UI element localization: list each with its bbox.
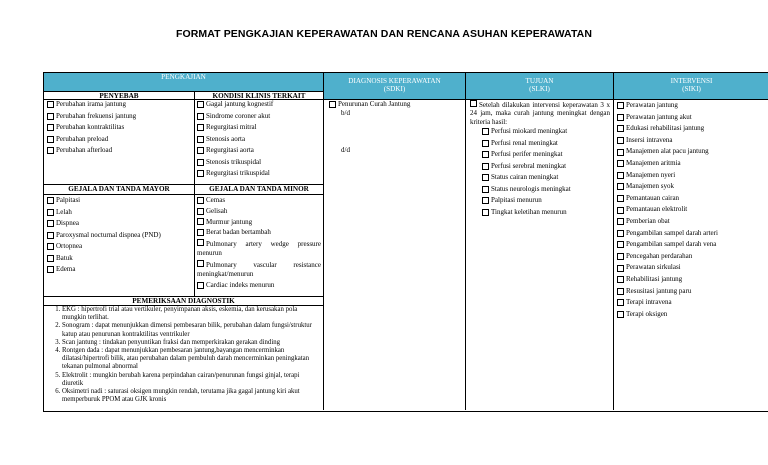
intervensi-item: Pemantauan elektrolit [617,204,767,216]
checkbox-icon[interactable] [47,136,54,143]
gejala-minor-item: Murmur jantung [197,217,321,228]
checkbox-icon[interactable] [617,183,624,190]
checkbox-icon[interactable] [329,101,336,108]
checkbox-icon[interactable] [47,255,54,262]
header-intervensi-sub: (SIKI) [682,85,701,93]
checkbox-icon[interactable] [617,125,624,132]
intervensi-item: Perawatan jantung akut [617,112,767,124]
pemeriksaan-list [44,306,320,404]
checkbox-icon[interactable] [197,147,204,154]
checkbox-icon[interactable] [482,128,489,135]
header-diagnosis [324,73,465,99]
header-pengkajian [44,73,323,91]
header-tujuan-label: TUJUAN [525,77,554,85]
kondisi-item: Regurgitasi mitral [197,122,322,134]
page-title: FORMAT PENGKAJIAN KEPERAWATAN DAN RENCANA ASUHAN KEPERAWATAN [175,28,593,40]
diagnosis-bd: b/d [341,109,350,117]
kondisi-item: Regurgitasi trikuspidal [197,168,322,180]
checkbox-icon[interactable] [197,197,204,204]
tujuan-cell [470,100,610,218]
gejala-minor-list [197,195,321,291]
tujuan-item: Perfusi miokard meningkat [482,126,610,138]
intervensi-item: Pengambilan sampel darah arteri [617,228,767,240]
diagnosis-item: Penurunan Curah Jantung [329,100,461,109]
intervensi-item: Terapi oksigen [617,309,767,321]
diagnosis-dd: d/d [341,146,350,154]
header-intervensi [614,73,768,99]
checkbox-icon[interactable] [47,113,54,120]
kondisi-heading: KONDISI KLINIS TERKAIT [212,92,306,100]
checkbox-icon[interactable] [197,282,204,289]
checkbox-icon[interactable] [617,218,624,225]
checkbox-icon[interactable] [617,265,624,272]
checkbox-icon[interactable] [482,163,489,170]
kondisi-item: Gagal jantung kognestif [197,99,322,111]
gejala-minor-item: Cemas [197,195,321,206]
checkbox-icon[interactable] [47,266,54,273]
checkbox-icon[interactable] [47,232,54,239]
pemeriksaan-item: 1. EKG : hipertrofi trial atau vertikuler, penyimpanan aksis, eskemia, dan kerusakan pola mungkin terlihat. [62,306,320,322]
gejala-minor-item: Cardiac indeks menurun [197,280,321,291]
kondisi-item: Sindrome coroner akut [197,111,322,123]
checkbox-icon[interactable] [617,114,624,121]
intervensi-item: Perawatan sirkulasi [617,262,767,274]
intervensi-item: Pemberian obat [617,216,767,228]
intervensi-item: Terapi intravena [617,297,767,309]
checkbox-icon[interactable] [470,100,477,107]
tujuan-item: Status neurologis meningkat [482,184,610,196]
gejala-minor-item: Pulmonary artery wedge pressure menurun [197,240,321,258]
header-pengkajian-label: PENGKAJIAN [161,73,206,81]
intervensi-item: Edukasi rehabilitasi jantung [617,123,767,135]
gejala-mayor-item: Dispnea [47,218,192,230]
kondisi-list [197,99,322,180]
kondisi-item: Stenosis trikuspidal [197,157,322,169]
gejala-minor-item: Berat badan bertambah [197,227,321,238]
tujuan-item: Status cairan meningkat [482,172,610,184]
tujuan-item: Palpitasi menurun [482,195,610,207]
intervensi-item: Insersi intravena [617,135,767,147]
checkbox-icon[interactable] [617,137,624,144]
checkbox-icon[interactable] [197,260,204,267]
intervensi-item: Perawatan jantung [617,100,767,112]
checkbox-icon[interactable] [197,239,204,246]
intervensi-item: Manajemen aritmia [617,158,767,170]
header-tujuan [466,73,613,99]
gejala-mayor-item: Edema [47,264,192,276]
penyebab-item: Perubahan irama jantung [47,99,192,111]
checkbox-icon[interactable] [47,124,54,131]
tujuan-intro: Setelah dilakukan intervensi keperawatan 3 x 24 jam, maka curah jantung meningkat dengan kriteria hasil: [470,101,610,126]
gejala-mayor-item: Ortopnea [47,241,192,253]
tujuan-item: Perfusi perifer meningkat [482,149,610,161]
penyebab-item: Perubahan kontraktilitas [47,122,192,134]
penyebab-item: Perubahan afterload [47,145,192,157]
checkbox-icon[interactable] [482,151,489,158]
pemeriksaan-item: 2. Sonogram : dapat menunjukkan dimensi pembesaran bilik, perubahan dalam fungsi/struktur katup atau penurunan kontraktilitas ventrikuler [62,322,320,338]
gejala-mayor-item: Palpitasi [47,195,192,207]
penyebab-item: Perubahan preload [47,134,192,146]
checkbox-icon[interactable] [47,147,54,154]
intervensi-item: Pencegahan perdarahan [617,251,767,263]
checkbox-icon[interactable] [617,276,624,283]
checkbox-icon[interactable] [197,170,204,177]
checkbox-icon[interactable] [197,208,204,215]
checkbox-icon[interactable] [197,101,204,108]
penyebab-list [47,99,192,157]
gejala-minor-item: Pulmonary vascular resistance meningkat/menurun [197,261,321,279]
intervensi-cell [617,100,767,320]
intervensi-item: Manajemen alat pacu jantung [617,146,767,158]
diagnosis-cell [329,100,461,155]
gejala-mayor-list [47,195,192,276]
checkbox-icon[interactable] [617,230,624,237]
gejala-mayor-item: Batuk [47,253,192,265]
checkbox-icon[interactable] [482,186,489,193]
checkbox-icon[interactable] [197,229,204,236]
checkbox-icon[interactable] [617,172,624,179]
tujuan-item: Perfusi renal meningkat [482,138,610,150]
header-diagnosis-sub: (SDKI) [383,85,406,93]
checkbox-icon[interactable] [197,218,204,225]
checkbox-icon[interactable] [617,102,624,109]
intervensi-item: Pengambilan sampel darah vena [617,239,767,251]
penyebab-item: Perubahan frekuensi jantung [47,111,192,123]
gejala-mayor-item: Lelah [47,207,192,219]
intervensi-item: Manajemen syok [617,181,767,193]
checkbox-icon[interactable] [617,241,624,248]
pemeriksaan-item: 6. Oksimetri nadi : saturasi oksigen mungkin rendah, terutama jika gagal jantung kiri akut memperburuk PPOM atau GJK kronis [62,388,320,404]
checkbox-icon[interactable] [617,299,624,306]
header-diagnosis-label: DIAGNOSIS KEPERAWATAN [348,77,441,85]
checkbox-icon[interactable] [617,160,624,167]
checkbox-icon[interactable] [482,209,489,216]
intervensi-item: Manajemen nyeri [617,170,767,182]
header-intervensi-label: INTERVENSI [670,77,713,85]
kondisi-item: Stenosis aorta [197,134,322,146]
header-tujuan-sub: (SLKI) [529,85,550,93]
gejala-mayor-heading: GEJALA DAN TANDA MAYOR [68,185,170,193]
checkbox-icon[interactable] [197,136,204,143]
checkbox-icon[interactable] [47,197,54,204]
tujuan-item: Tingkat keletihan menurun [482,207,610,219]
checkbox-icon[interactable] [482,140,489,147]
tujuan-item: Perfusi serebral meningkat [482,161,610,173]
gejala-minor-heading: GEJALA DAN TANDA MINOR [209,185,309,193]
checkbox-icon[interactable] [47,243,54,250]
checkbox-icon[interactable] [47,209,54,216]
pemeriksaan-heading: PEMERIKSAAN DIAGNOSTIK [132,297,235,305]
checkbox-icon[interactable] [617,253,624,260]
intervensi-item: Rehabilitasi jantung [617,274,767,286]
checkbox-icon[interactable] [482,174,489,181]
checkbox-icon[interactable] [617,207,624,214]
penyebab-heading: PENYEBAB [99,92,139,100]
gejala-mayor-item: Paroxysmal nocturnal dispnea (PND) [47,230,192,242]
kondisi-item: Regurgitasi aorta [197,145,322,157]
pemeriksaan-item: 3. Scan jantung : tindakan penyuntikan fraksi dan memperkirakan gerakan dinding [62,339,320,347]
checkbox-icon[interactable] [617,195,624,202]
checkbox-icon[interactable] [617,149,624,156]
intervensi-item: Pemantauan cairan [617,193,767,205]
checkbox-icon[interactable] [197,113,204,120]
checkbox-icon[interactable] [197,124,204,131]
checkbox-icon[interactable] [47,220,54,227]
checkbox-icon[interactable] [197,159,204,166]
checkbox-icon[interactable] [617,311,624,318]
checkbox-icon[interactable] [47,101,54,108]
intervensi-item: Resusitasi jantung paru [617,286,767,298]
checkbox-icon[interactable] [482,197,489,204]
gejala-minor-item: Gelisah [197,206,321,217]
checkbox-icon[interactable] [617,288,624,295]
pemeriksaan-item: 4. Rontgen dada : dapat menunjukkan pembesaran jantung,bayangan mencerminkan dilatasi/hipertrofi bilik, atau perubahan dalam pembuluh darah mencerminkan peningkatan tekanan pulmonal abnormal [62,347,320,372]
pemeriksaan-item: 5. Elektrolit : mungkin berubah karena perpindahan cairan/penurunan fungsi ginjal, terapi diuretik [62,372,320,388]
